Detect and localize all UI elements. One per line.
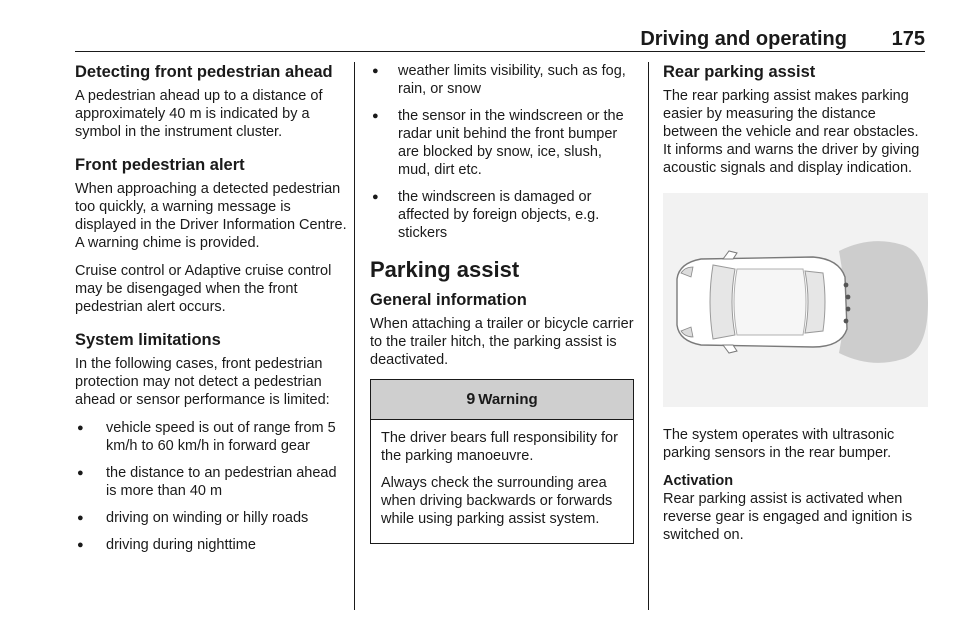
heading-activation: Activation <box>663 473 734 489</box>
column-3 <box>663 62 928 554</box>
column-divider <box>648 62 649 610</box>
heading-detecting-pedestrian: Detecting front pedestrian ahead <box>75 63 333 81</box>
page-number: 175 <box>891 28 925 50</box>
warning-icon: 9 <box>466 390 476 408</box>
paragraph: Always check the surrounding area when driving backwards or forwards while using parking assist system. <box>381 475 613 527</box>
paragraph: The driver bears full responsibility for the parking manoeuvre. <box>381 430 618 464</box>
list-item: ● the sensor in the windscreen or the radar unit behind the front bumper are blocked by snow, ice, slush, mud, dirt etc. <box>370 107 634 179</box>
list-item: ● vehicle speed is out of range from 5 km/h to 60 km/h in forward gear <box>75 419 347 455</box>
limitations-list <box>75 419 347 554</box>
heading-system-limitations: System limitations <box>75 331 221 349</box>
list-item: ● the distance to an pedestrian ahead is more than 40 m <box>75 464 347 500</box>
paragraph: When approaching a detected pedestrian too quickly, a warning message is displayed in the Driver Information Centre. A warning chime is provided. <box>75 181 347 251</box>
warning-header <box>371 380 633 420</box>
paragraph: The system operates with ultrasonic parking sensors in the rear bumper. <box>663 427 895 461</box>
heading-general-information: General information <box>370 291 527 309</box>
heading-parking-assist: Parking assist <box>370 257 520 282</box>
section-title: Driving and operating <box>640 28 847 50</box>
paragraph: The rear parking assist makes parking easier by measuring the distance between the vehicle and rear obstacles. It informs and warns the driver by giving acoustic signals and display indication. <box>663 88 920 176</box>
warning-title: Warning <box>478 391 538 408</box>
list-item: ● driving during nighttime <box>75 536 347 554</box>
column-2 <box>370 62 634 544</box>
heading-front-pedestrian-alert: Front pedestrian alert <box>75 156 245 174</box>
paragraph: A pedestrian ahead up to a distance of approximately 40 m is indicated by a symbol in the instrument cluster. <box>75 88 323 140</box>
list-item: ● the windscreen is damaged or affected by foreign objects, e.g. stickers <box>370 188 634 242</box>
list-item: ● driving on winding or hilly roads <box>75 509 347 527</box>
column-divider <box>354 62 355 610</box>
list-item: ● weather limits visibility, such as fog, rain, or snow <box>370 62 634 98</box>
heading-rear-parking-assist: Rear parking assist <box>663 63 816 81</box>
column-1 <box>75 62 347 563</box>
paragraph: Rear parking assist is activated when reverse gear is engaged and ignition is switched on. <box>663 491 913 543</box>
paragraph: In the following cases, front pedestrian protection may not detect a pedestrian ahead or sensor performance is limited: <box>75 356 330 408</box>
paragraph: Cruise control or Adaptive cruise control may be disengaged when the front pedestrian alert occurs. <box>75 263 332 315</box>
warning-box <box>370 379 634 544</box>
limitations-list-continued <box>370 62 634 242</box>
paragraph: When attaching a trailer or bicycle carrier to the trailer hitch, the parking assist is deactivated. <box>370 316 634 368</box>
rear-parking-sensor-illustration <box>663 193 928 407</box>
warning-body <box>371 420 633 543</box>
page-header <box>75 26 925 52</box>
